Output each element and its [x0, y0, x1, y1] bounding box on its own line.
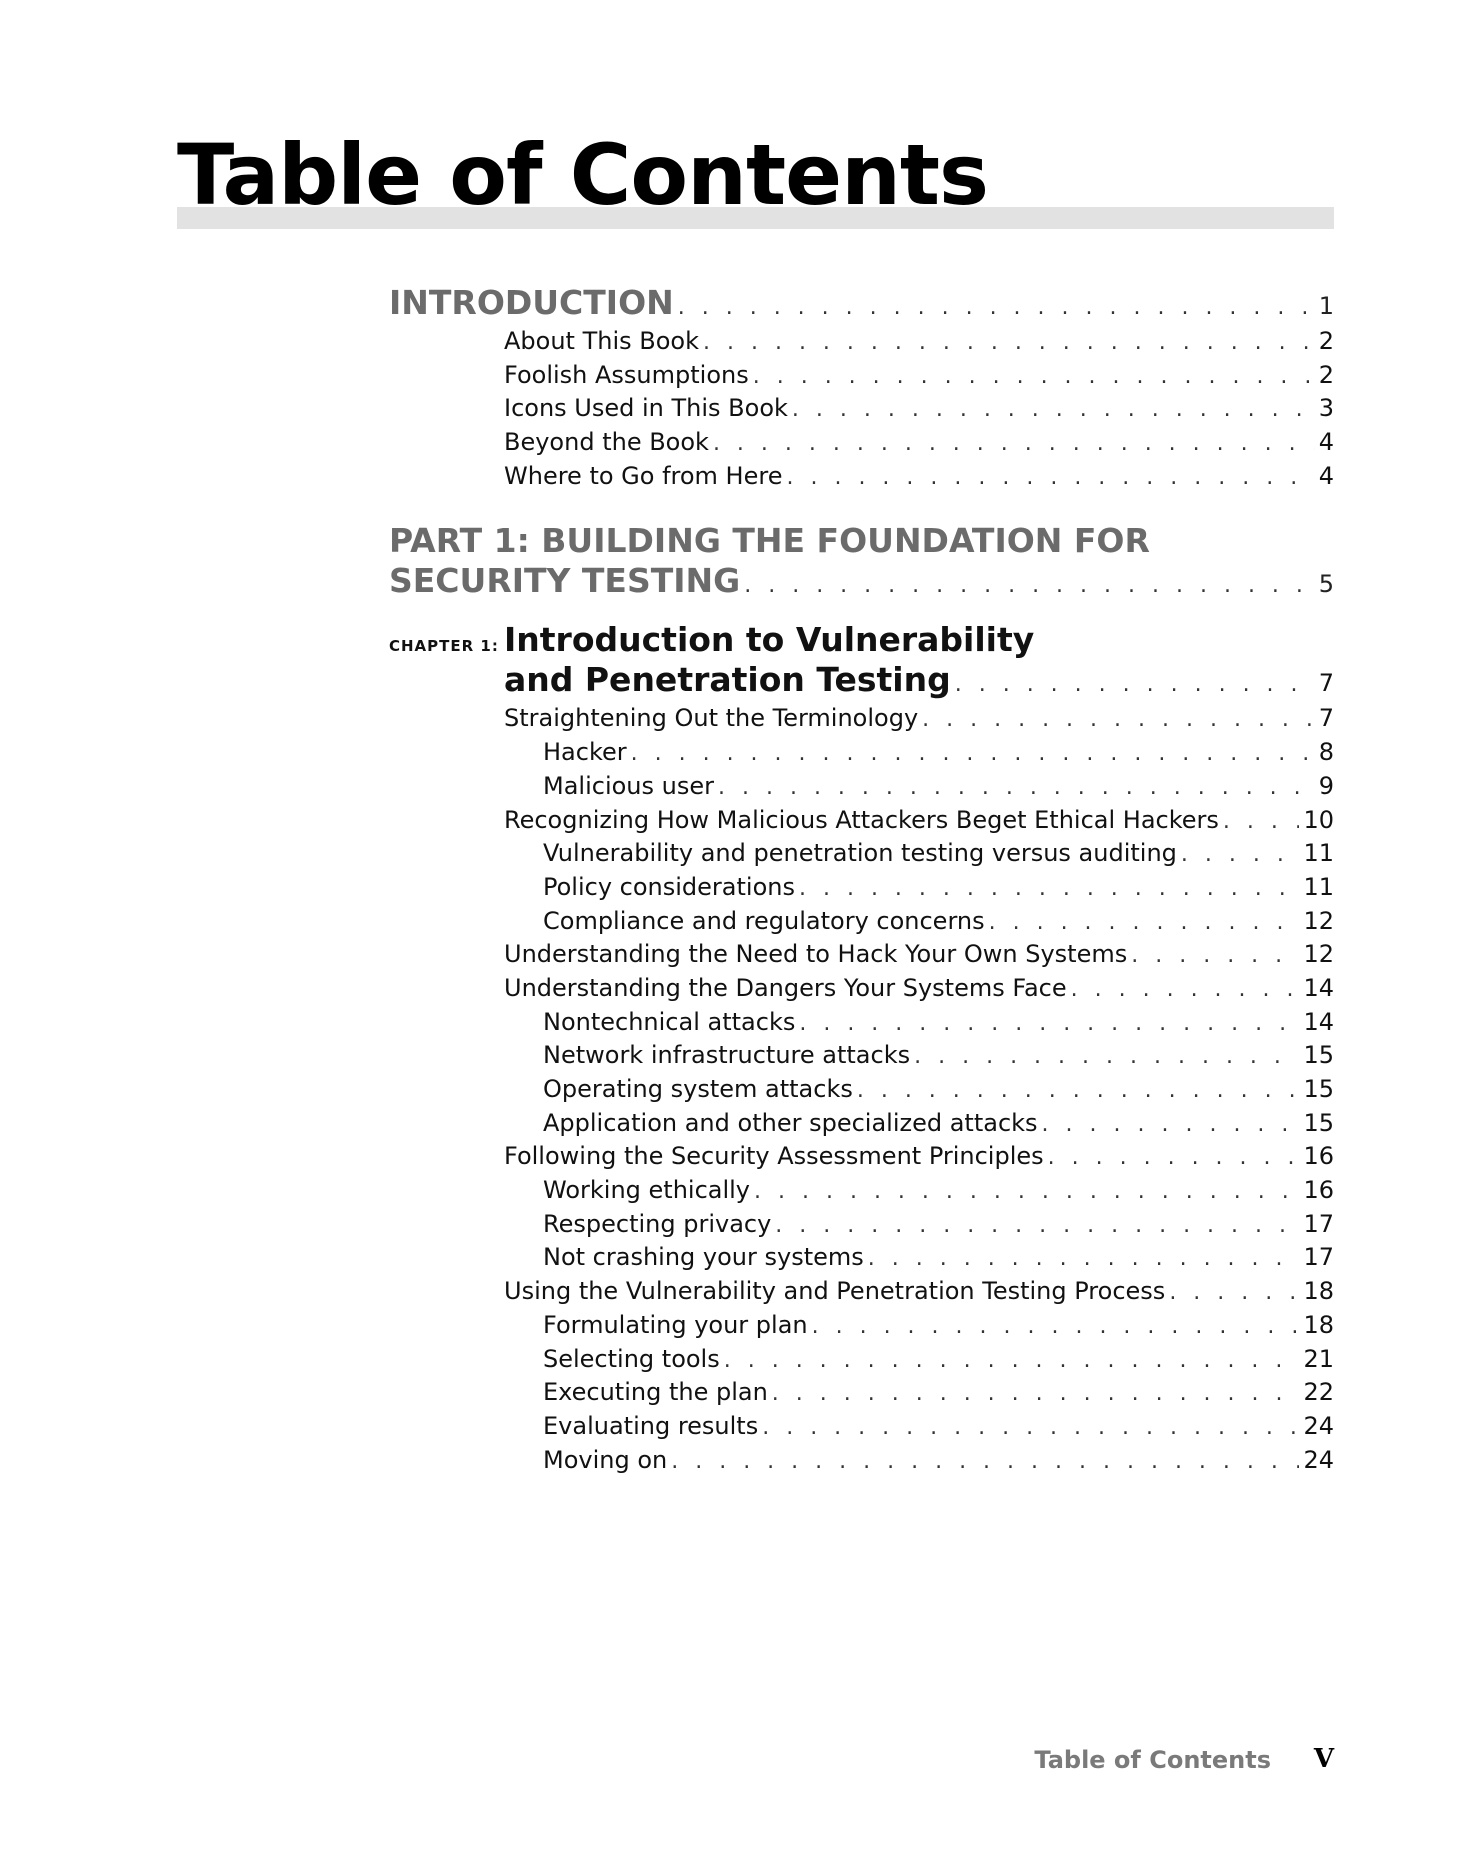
dot-leader: [786, 465, 1314, 490]
toc-subentry[interactable]: [504, 1210, 1334, 1244]
toc-entry-label: Where to Go from Here: [504, 461, 783, 490]
toc-part-1[interactable]: [389, 521, 1334, 601]
dot-leader: [703, 330, 1315, 355]
toc-entry-label: Understanding the Need to Hack Your Own Systems: [504, 940, 1128, 969]
dot-leader: [989, 910, 1300, 935]
toc-chapter-1[interactable]: [389, 620, 1334, 700]
toc-subentry[interactable]: [504, 907, 1334, 941]
toc-entry[interactable]: [504, 428, 1334, 462]
toc-entry-label: Recognizing How Malicious Attackers Beget Ethical Hackers: [504, 805, 1219, 834]
toc-entry-page: 14: [1303, 1007, 1334, 1036]
toc-entry-label: Straightening Out the Terminology: [504, 704, 919, 733]
toc-entry-page: 24: [1303, 1411, 1334, 1440]
toc-entry-label: Application and other specialized attacks: [543, 1108, 1038, 1137]
toc-entry-page: 11: [1303, 839, 1334, 868]
toc-entry-label: Icons Used in This Book: [504, 394, 788, 423]
toc-part-1-heading-line2: SECURITY TESTING: [389, 561, 741, 601]
toc-entry-label: Moving on: [543, 1445, 668, 1474]
page-number: V: [1313, 1744, 1334, 1774]
toc-entry-label: Malicious user: [543, 771, 714, 800]
toc-list: [389, 283, 1334, 1479]
dot-leader: [772, 1381, 1300, 1406]
toc-entry-page: 10: [1303, 805, 1334, 834]
dot-leader: [1169, 1280, 1299, 1305]
toc-entry-label: Respecting privacy: [543, 1209, 772, 1238]
toc-subentry[interactable]: [504, 1176, 1334, 1210]
dot-leader: [753, 364, 1315, 389]
toc-subentry[interactable]: [504, 1075, 1334, 1109]
toc-entry-page: 3: [1318, 394, 1334, 423]
toc-entry-page: 15: [1303, 1108, 1334, 1137]
toc-part-1-heading-row: [389, 561, 1334, 601]
toc-entry-label: Understanding the Dangers Your Systems Face: [504, 973, 1067, 1002]
dot-leader: [1181, 842, 1300, 867]
toc-entry-page: 21: [1303, 1344, 1334, 1373]
toc-subentry[interactable]: [504, 738, 1334, 772]
toc-entry-label: Network infrastructure attacks: [543, 1041, 911, 1070]
running-head: Table of Contents: [1034, 1746, 1271, 1774]
toc-entry-page: 16: [1303, 1176, 1334, 1205]
toc-subentry[interactable]: [504, 873, 1334, 907]
dot-leader: [799, 876, 1299, 901]
chapter-title-line1: Introduction to Vulnerability: [504, 620, 1035, 660]
toc-entry[interactable]: [504, 806, 1334, 840]
toc-entry[interactable]: [504, 327, 1334, 361]
dot-leader: [718, 775, 1315, 800]
chapter-title-line2: and Penetration Testing: [504, 660, 951, 700]
toc-entry-label: Compliance and regulatory concerns: [543, 906, 985, 935]
toc-chapter-1-entries: [389, 704, 1334, 1479]
toc-subentry[interactable]: [504, 772, 1334, 806]
dot-leader: [678, 295, 1315, 320]
toc-entry-page: 14: [1303, 973, 1334, 1002]
toc-entry-label: Not crashing your systems: [543, 1243, 864, 1272]
toc-subentry[interactable]: [504, 1109, 1334, 1143]
toc-intro-entries: [389, 327, 1334, 495]
dot-leader: [775, 1213, 1299, 1238]
toc-entry[interactable]: [504, 1142, 1334, 1176]
dot-leader: [1071, 977, 1300, 1002]
page-title-block: [177, 125, 1334, 230]
toc-entry-label: About This Book: [504, 327, 699, 355]
dot-leader: [1223, 809, 1300, 834]
toc-entry-label: Operating system attacks: [543, 1075, 853, 1103]
toc-entry[interactable]: [504, 704, 1334, 738]
toc-entry-page: 15: [1303, 1075, 1334, 1103]
dot-leader: [922, 707, 1315, 732]
toc-entry-page: 7: [1318, 704, 1334, 733]
toc-entry-label: Selecting tools: [543, 1344, 720, 1373]
page-title: Table of Contents: [177, 126, 989, 224]
dot-leader: [631, 741, 1315, 766]
toc-subentry[interactable]: [504, 1311, 1334, 1345]
chapter-label: CHAPTER 1:: [389, 637, 499, 656]
toc-entry[interactable]: [504, 940, 1334, 974]
toc-entry-page: 2: [1318, 327, 1334, 355]
dot-leader: [754, 1179, 1299, 1204]
toc-entry-label: Following the Security Assessment Principles: [504, 1142, 1044, 1171]
toc-entry-page: 2: [1318, 360, 1334, 389]
toc-subentry[interactable]: [504, 1243, 1334, 1277]
toc-subentry[interactable]: [504, 839, 1334, 873]
toc-subentry[interactable]: [504, 1378, 1334, 1412]
toc-entry-page: 11: [1303, 872, 1334, 901]
toc-entry[interactable]: [504, 394, 1334, 428]
dot-leader: [713, 431, 1315, 456]
dot-leader: [857, 1078, 1300, 1103]
dot-leader: [799, 1011, 1299, 1036]
dot-leader: [1048, 1145, 1300, 1170]
toc-entry-page: 16: [1303, 1142, 1334, 1171]
toc-subentry[interactable]: [504, 1041, 1334, 1075]
toc-entry-label: Vulnerability and penetration testing versus auditing: [543, 839, 1177, 868]
dot-leader: [744, 573, 1314, 598]
toc-entry-page: 12: [1303, 906, 1334, 935]
toc-entry-page: 9: [1318, 771, 1334, 800]
toc-entry-page: 4: [1318, 461, 1334, 490]
toc-entry-label: Using the Vulnerability and Penetration Testing Process: [504, 1277, 1166, 1306]
dot-leader: [955, 672, 1315, 697]
dot-leader: [792, 397, 1315, 422]
toc-entry-label: Formulating your plan: [543, 1310, 808, 1339]
toc-entry[interactable]: [504, 974, 1334, 1008]
toc-entry[interactable]: [504, 462, 1334, 496]
toc-subentry[interactable]: [504, 1345, 1334, 1379]
toc-entry-page: 24: [1303, 1445, 1334, 1474]
toc-intro-heading[interactable]: [389, 283, 1334, 323]
toc-entry[interactable]: [504, 1277, 1334, 1311]
toc-subentry[interactable]: [504, 1412, 1334, 1446]
dot-leader: [812, 1314, 1300, 1339]
chapter-title-row: [504, 660, 1334, 700]
dot-leader: [1042, 1112, 1300, 1137]
dot-leader: [1131, 943, 1299, 968]
dot-leader: [671, 1449, 1299, 1474]
toc-entry-label: Evaluating results: [543, 1411, 759, 1440]
toc-entry-label: Beyond the Book: [504, 428, 709, 457]
toc-part-1-page: 5: [1318, 570, 1334, 599]
toc-entry-page: 8: [1318, 738, 1334, 767]
toc-entry-page: 22: [1303, 1378, 1334, 1407]
toc-entry-label: Foolish Assumptions: [504, 360, 749, 389]
toc-intro-heading-label: INTRODUCTION: [389, 283, 674, 322]
page-footer: [1034, 1744, 1334, 1780]
toc-intro-heading-page: 1: [1318, 292, 1334, 320]
toc-entry-label: Executing the plan: [543, 1378, 768, 1407]
dot-leader: [724, 1348, 1300, 1373]
toc-subentry[interactable]: [504, 1446, 1334, 1480]
toc-entry-label: Working ethically: [543, 1176, 751, 1205]
toc-entry[interactable]: [504, 361, 1334, 395]
toc-entry-page: 17: [1303, 1209, 1334, 1238]
dot-leader: [868, 1246, 1300, 1271]
dot-leader: [914, 1044, 1299, 1069]
toc-part-1-heading-line1: PART 1: BUILDING THE FOUNDATION FOR: [389, 521, 1150, 561]
toc-entry-label: Policy considerations: [543, 872, 795, 901]
toc-entry-page: 18: [1303, 1310, 1334, 1339]
toc-entry-page: 17: [1303, 1243, 1334, 1272]
toc-entry-page: 12: [1303, 940, 1334, 969]
toc-entry-page: 18: [1303, 1277, 1334, 1306]
toc-entry-label: Nontechnical attacks: [543, 1007, 796, 1036]
toc-entry-page: 4: [1318, 428, 1334, 457]
toc-entry-label: Hacker: [543, 738, 627, 767]
chapter-page: 7: [1318, 669, 1334, 698]
toc-subentry[interactable]: [504, 1008, 1334, 1042]
dot-leader: [762, 1415, 1299, 1440]
toc-entry-page: 15: [1303, 1041, 1334, 1070]
